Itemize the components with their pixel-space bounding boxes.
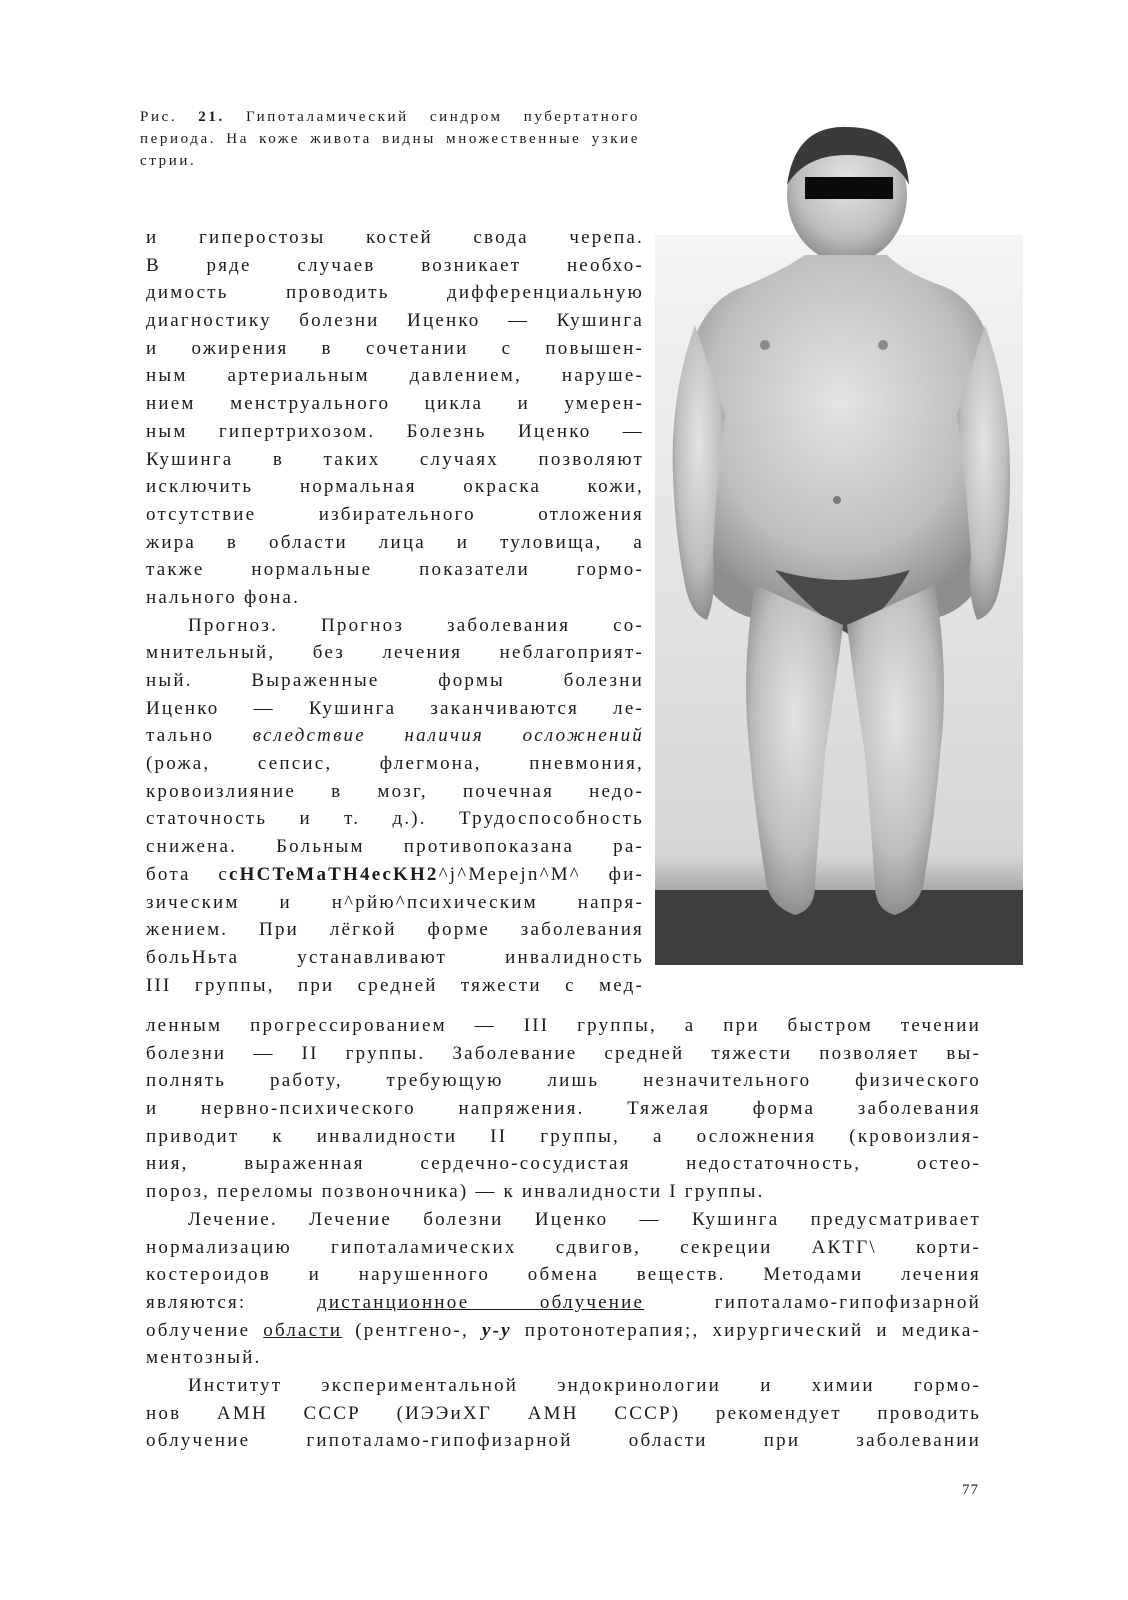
garbled-bold: cHCTeMaTH4ecKH2 xyxy=(229,863,439,885)
text-line: больНьта устанавливают инвалидность xyxy=(146,946,644,968)
text-fragment: бота с xyxy=(146,863,230,885)
text-line: диагностику болезни Иценко — Кушинга xyxy=(146,310,644,332)
photo-eye-bar xyxy=(805,177,893,199)
text-line-treatment: Лечение. Лечение болезни Иценко — Кушинга предусматривает xyxy=(188,1208,981,1230)
text-line: отсутствие избирательного отложения xyxy=(146,503,644,525)
text-line: ленным прогрессированием — III группы, а при быстром течении xyxy=(146,1015,981,1036)
text-line: пороз, переломы позвоночника) — к инвалидности I группы. xyxy=(146,1181,765,1203)
text-line: ным гипертрихозом. Болезнь Иценко — xyxy=(146,420,644,442)
text-line: ный. Выраженные формы болезни xyxy=(146,670,644,691)
text-line: ния, выраженная сердечно-сосудистая недостаточность, остео- xyxy=(146,1153,981,1175)
text-line xyxy=(146,722,644,750)
text-fragment: гипоталамо-гипофизарной xyxy=(714,1291,981,1313)
photo-right-nipple xyxy=(878,340,888,350)
text-line: нием менструального цикла и умерен- xyxy=(146,393,644,415)
photo-torso xyxy=(683,255,998,621)
underlined-phrase: дистанционное облучение xyxy=(317,1291,645,1313)
text-line: нов АМН СССР (ИЭЭиХГ АМН СССР) рекомендует проводить xyxy=(146,1402,981,1424)
text-fragment: являются: xyxy=(146,1291,247,1313)
text-line: жира в области лица и туловища, а xyxy=(146,531,644,553)
text-line: болезни — II группы. Заболевание средней тяжести позволяет вы- xyxy=(146,1042,981,1064)
text-line: В ряде случаев возникает необхо- xyxy=(146,254,644,276)
text-line xyxy=(146,1317,981,1345)
text-fragment: области xyxy=(263,1319,343,1341)
text-fragment: тально xyxy=(146,725,215,747)
text-line: и нервно-психического напряжения. Тяжелая форма заболевания xyxy=(146,1098,981,1120)
text-fragment: (рентгено-, xyxy=(355,1319,469,1341)
text-line: костероидов и нарушенного обмена веществ. Методами лечения xyxy=(146,1264,981,1286)
text-line: полнять работу, требующую лишь незначительного физического xyxy=(146,1070,981,1092)
text-line: зическим и н^рйю^психическим напря- xyxy=(146,891,644,913)
text-line-institute: Институт экспериментальной эндокринологии и химии гормо- xyxy=(188,1374,981,1396)
text-line: III группы, при средней тяжести с мед- xyxy=(146,974,644,996)
text-line: ным артериальным давлением, наруше- xyxy=(146,365,644,387)
text-line: Иценко — Кушинга заканчиваются ле- xyxy=(146,697,644,719)
text-line: также нормальные показатели гормо- xyxy=(146,559,644,581)
text-line: кровоизлияние в мозг, почечная недо- xyxy=(146,780,644,802)
body-text-wide xyxy=(146,1012,981,1455)
text-line: нормализацию гипоталамических сдвигов, секреции АКТГ\ корти- xyxy=(146,1236,981,1258)
text-line: ментозный. xyxy=(146,1347,262,1369)
text-line: нального фона. xyxy=(146,586,301,608)
text-fragment: протонотерапия;, хирургический и медика- xyxy=(511,1319,981,1341)
page-number: 77 xyxy=(962,1482,979,1498)
photo-floor xyxy=(655,890,1023,965)
text-line-prognosis: Прогноз. Прогноз заболевания со- xyxy=(188,614,644,636)
text-line: облучение гипоталамо-гипофизарной области при заболевании xyxy=(146,1430,981,1452)
caption-prefix: Рис. xyxy=(140,109,199,125)
garbled-tail: ^j^Mepejn^M^ xyxy=(438,863,581,885)
text-line-garbled xyxy=(146,861,644,889)
text-line: приводит к инвалидности II группы, а осложнения (кровоизлия- xyxy=(146,1125,981,1147)
text-line: мнительный, без лечения неблагоприят- xyxy=(146,642,644,664)
figure-caption xyxy=(140,106,640,172)
text-line: и гиперостозы костей свода черепа. xyxy=(146,227,644,248)
text-line: (рожа, сепсис, флегмона, пневмония, xyxy=(146,753,644,775)
text-line: статочность и т. д.). Трудоспособность xyxy=(146,808,644,830)
text-line xyxy=(146,1289,981,1317)
text-line: димость проводить дифференциальную xyxy=(146,282,644,304)
photo-left-nipple xyxy=(760,340,770,350)
body-text-narrow xyxy=(146,224,644,999)
text-line: исключить нормальная окраска кожи, xyxy=(146,476,644,498)
text-line: Кушинга в таких случаях позволяют xyxy=(146,448,644,470)
italic-phrase: вследствие наличия осложнений xyxy=(252,725,645,747)
photo-navel xyxy=(833,496,841,504)
text-line: снижена. Больным противопоказана ра- xyxy=(146,836,644,858)
caption-text: Гипоталамический синдром пубертатного периода. На коже живота видны множественные узкие стрии. xyxy=(140,109,640,169)
garbled-end: фи- xyxy=(580,863,644,885)
caption-number: 21. xyxy=(198,109,225,125)
text-fragment: облучение xyxy=(146,1319,251,1341)
text-line: жением. При лёгкой форме заболевания xyxy=(146,919,644,941)
figure-photograph xyxy=(655,115,1023,965)
text-line: и ожирения в сочетании с повышен- xyxy=(146,337,644,359)
gamma-symbol: у-у xyxy=(481,1319,512,1341)
